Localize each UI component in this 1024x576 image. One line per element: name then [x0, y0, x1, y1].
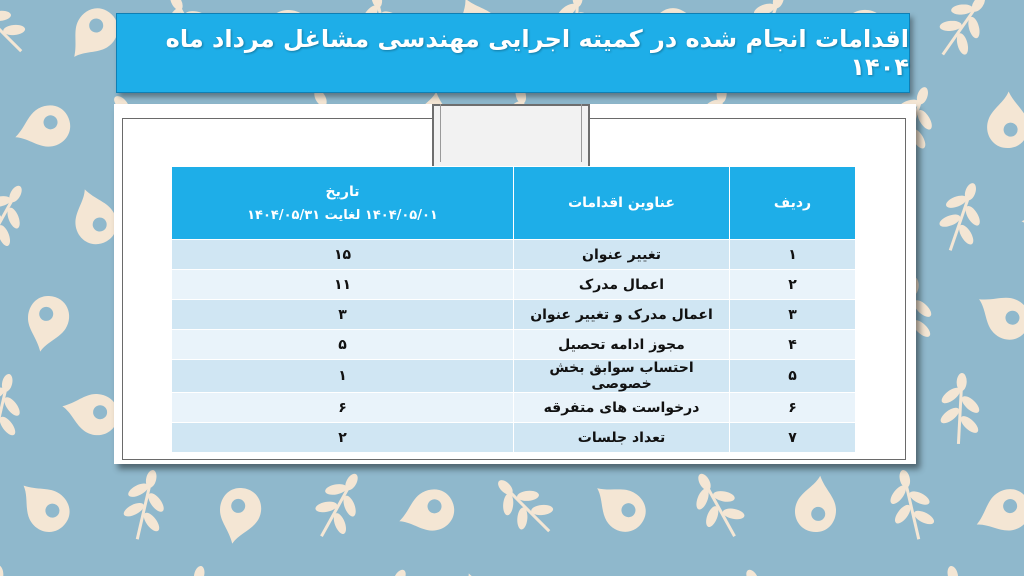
header-date	[172, 167, 514, 240]
table-row	[172, 300, 856, 330]
paisley-motif	[982, 89, 1024, 151]
title-banner	[116, 13, 910, 93]
row-number: ۷	[730, 423, 856, 453]
table-row	[172, 270, 856, 300]
leaf-motif	[116, 465, 174, 544]
header-actions: عناوین اقدامات	[514, 167, 730, 240]
row-number: ۴	[730, 330, 856, 360]
paisley-motif	[445, 567, 508, 576]
table-row	[172, 360, 856, 393]
leaf-motif	[351, 560, 423, 576]
content-panel	[114, 104, 916, 464]
leaf-motif	[930, 561, 988, 576]
paisley-motif	[969, 481, 1024, 547]
row-number: ۱	[730, 240, 856, 270]
row-number: ۳	[730, 300, 856, 330]
gray-placeholder-inner	[440, 104, 582, 162]
paisley-motif	[584, 476, 653, 539]
leaf-motif	[729, 560, 801, 576]
paisley-motif	[793, 475, 837, 533]
header-date-label: تاریخ	[325, 183, 360, 200]
row-title: اعمال مدرک	[514, 270, 730, 300]
table-row	[172, 330, 856, 360]
row-title: اعمال مدرک و تغییر عنوان	[514, 300, 730, 330]
paisley-motif	[26, 295, 70, 353]
row-title: درخواست های متفرقه	[514, 393, 730, 423]
paisley-motif	[1019, 199, 1024, 248]
slide-title: اقدامات انجام شده در کمیته اجرایی مهندسی مشاغل مرداد ماه ۱۴۰۴	[165, 25, 909, 81]
leaf-motif	[937, 372, 984, 445]
row-count: ۳	[172, 300, 514, 330]
leaf-motif	[532, 562, 613, 576]
paisley-motif	[218, 487, 262, 545]
leaf-motif	[0, 0, 37, 67]
leaf-motif	[882, 465, 940, 544]
row-number: ۵	[730, 360, 856, 393]
leaf-motif	[930, 176, 994, 257]
paisley-motif	[1019, 567, 1024, 576]
table-row	[172, 393, 856, 423]
row-title: تعداد جلسات	[514, 423, 730, 453]
leaf-motif	[303, 464, 375, 547]
header-row-number: ردیف	[730, 167, 856, 240]
paisley-motif	[61, 392, 119, 436]
row-count: ۱۱	[172, 270, 514, 300]
actions-table	[171, 166, 856, 453]
leaf-motif	[0, 564, 23, 576]
row-count: ۱	[172, 360, 514, 393]
paisley-motif	[1018, 0, 1024, 60]
row-count: ۲	[172, 423, 514, 453]
row-title: مجوز ادامه تحصیل	[514, 330, 730, 360]
leaf-motif	[925, 0, 1001, 67]
paisley-motif	[393, 482, 462, 545]
paisley-motif	[8, 474, 77, 540]
row-count: ۱۵	[172, 240, 514, 270]
gray-placeholder-box	[432, 104, 590, 168]
table-row	[172, 240, 856, 270]
leaf-motif	[0, 369, 30, 448]
table-row	[172, 423, 856, 453]
row-count: ۶	[172, 393, 514, 423]
leaf-motif	[0, 176, 39, 259]
row-title: تغییر عنوان	[514, 240, 730, 270]
leaf-motif	[484, 466, 565, 547]
header-date-range: ۱۴۰۴/۰۵/۰۱ لغایت ۱۴۰۴/۰۵/۳۱	[247, 207, 438, 223]
paisley-motif	[9, 98, 78, 161]
table-header-row	[172, 167, 856, 240]
paisley-motif	[968, 286, 1024, 346]
row-title: احتساب سوابق بخش خصوصی	[514, 360, 730, 393]
row-number: ۶	[730, 393, 856, 423]
leaf-motif	[681, 464, 753, 547]
leaf-motif	[164, 561, 222, 576]
row-count: ۵	[172, 330, 514, 360]
row-number: ۲	[730, 270, 856, 300]
